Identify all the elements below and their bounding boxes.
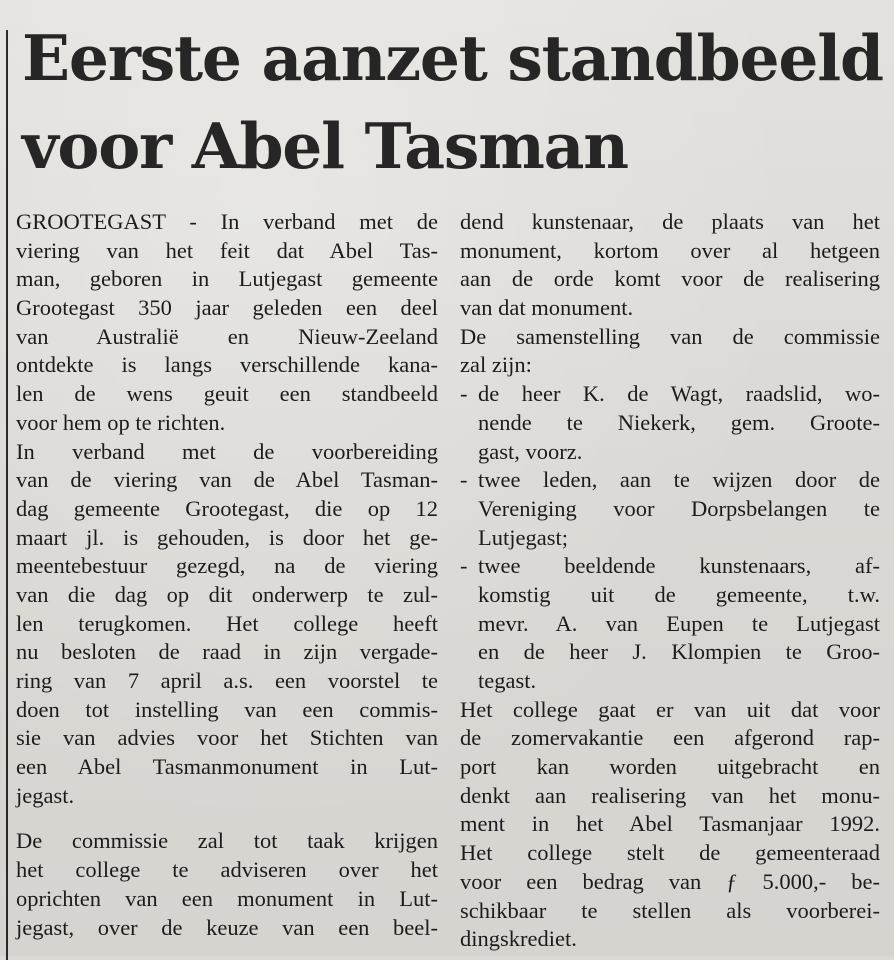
column-rule — [6, 30, 8, 960]
article-line: aan de orde komt voor de realisering — [460, 266, 880, 292]
article-line: ontdekte is langs verschillende kana- — [16, 352, 438, 378]
article-line: ment in het Abel Tasmanjaar 1992. — [460, 811, 880, 837]
article-column-left — [16, 208, 438, 942]
headline-line: voor Abel Tasman — [22, 109, 628, 183]
article-line: gast, voorz. — [478, 438, 583, 464]
article-line: van de viering van de Abel Tasman- — [16, 467, 438, 493]
article-line: van die dag op dit onderwerp te zul- — [16, 581, 438, 607]
article-line: voor een bedrag van ƒ 5.000,- be- — [460, 868, 880, 894]
article-line: mevr. A. van Eupen te Lutjegast — [478, 610, 880, 636]
article-line: len de wens geuit een standbeeld — [16, 381, 438, 407]
article-line: dingskrediet. — [460, 926, 577, 952]
article-line: Lutjegast; — [478, 524, 568, 550]
article-line: twee beeldende kunstenaars, af- — [478, 553, 880, 579]
article-line: van Australië en Nieuw-Zeeland — [16, 323, 438, 349]
article-line: meentebestuur gezegd, na de viering — [16, 553, 438, 579]
article-line: Grootegast 350 jaar geleden een deel — [16, 295, 438, 321]
member-list-item — [460, 552, 880, 695]
article-line: voor hem op te richten. — [16, 409, 226, 435]
article-line: len terugkomen. Het college heeft — [16, 610, 438, 636]
article-line: de zomervakantie een afgerond rap- — [460, 725, 880, 751]
article-column-right — [460, 208, 880, 954]
article-line: oprichten van een monument in Lut- — [16, 885, 438, 911]
article-line: doen tot instelling van een commis- — [16, 696, 438, 722]
article-text: - In verband met de — [165, 209, 438, 234]
article-line: de heer K. de Wagt, raadslid, wo- — [478, 381, 880, 407]
article-line: De samenstelling van de commissie — [460, 323, 880, 349]
article-line: een Abel Tasmanmonument in Lut- — [16, 754, 438, 780]
article-line: Het college stelt de gemeenteraad — [460, 840, 880, 866]
article-line: tegast. — [478, 668, 537, 693]
headline — [22, 14, 882, 190]
article-line: ring van 7 april a.s. een voorstel te — [16, 668, 438, 693]
article-line: het college te adviseren over het — [16, 857, 438, 883]
article-line: monument, kortom over al hetgeen — [460, 237, 880, 263]
headline-line: Eerste aanzet standbeeld — [22, 21, 883, 95]
article-line: maart jl. is gehouden, is door het ge- — [16, 524, 438, 550]
article-line: sie van advies voor het Stichten van — [16, 725, 438, 751]
article-line: schikbaar te stellen als voorberei- — [460, 897, 880, 923]
article-line: In verband met de voorbereiding — [16, 438, 438, 464]
member-list-item — [460, 466, 880, 552]
article-line: en de heer J. Klompien te Groo- — [478, 639, 880, 665]
article-line: De commissie zal tot taak krijgen — [16, 828, 438, 854]
article-line: dag gemeente Grootegast, die op 12 — [16, 495, 438, 521]
article-line: port kan worden uitgebracht en — [460, 754, 880, 780]
article-line: jegast. — [16, 782, 75, 808]
article-line: viering van het feit dat Abel Tas- — [16, 237, 438, 263]
article-line: nu besloten de raad in zijn vergade- — [16, 639, 438, 665]
article-line: twee leden, aan te wijzen door de — [478, 467, 880, 493]
list-dash: - — [460, 381, 468, 407]
article-line — [16, 208, 438, 237]
article-line: komstig uit de gemeente, t.w. — [478, 581, 880, 607]
article-line: denkt aan realisering van het monu- — [460, 782, 880, 808]
member-list-item — [460, 380, 880, 466]
article-line: Vereniging voor Dorpsbelangen te — [478, 495, 880, 521]
article-line: man, geboren in Lutjegast gemeente — [16, 266, 438, 292]
article-line: nende te Niekerk, gem. Groote- — [478, 409, 880, 435]
list-dash: - — [460, 467, 468, 493]
article-line: Het college gaat er van uit dat voor — [460, 696, 880, 722]
article-line: zal zijn: — [460, 352, 532, 378]
list-dash: - — [460, 553, 468, 579]
article-line: jegast, over de keuze van een beel- — [16, 914, 438, 940]
article-line: van dat monument. — [460, 295, 634, 321]
paragraph-gap — [16, 810, 438, 827]
dateline: GROOTEGAST — [16, 209, 166, 234]
article-line: dend kunstenaar, de plaats van het — [460, 209, 880, 234]
